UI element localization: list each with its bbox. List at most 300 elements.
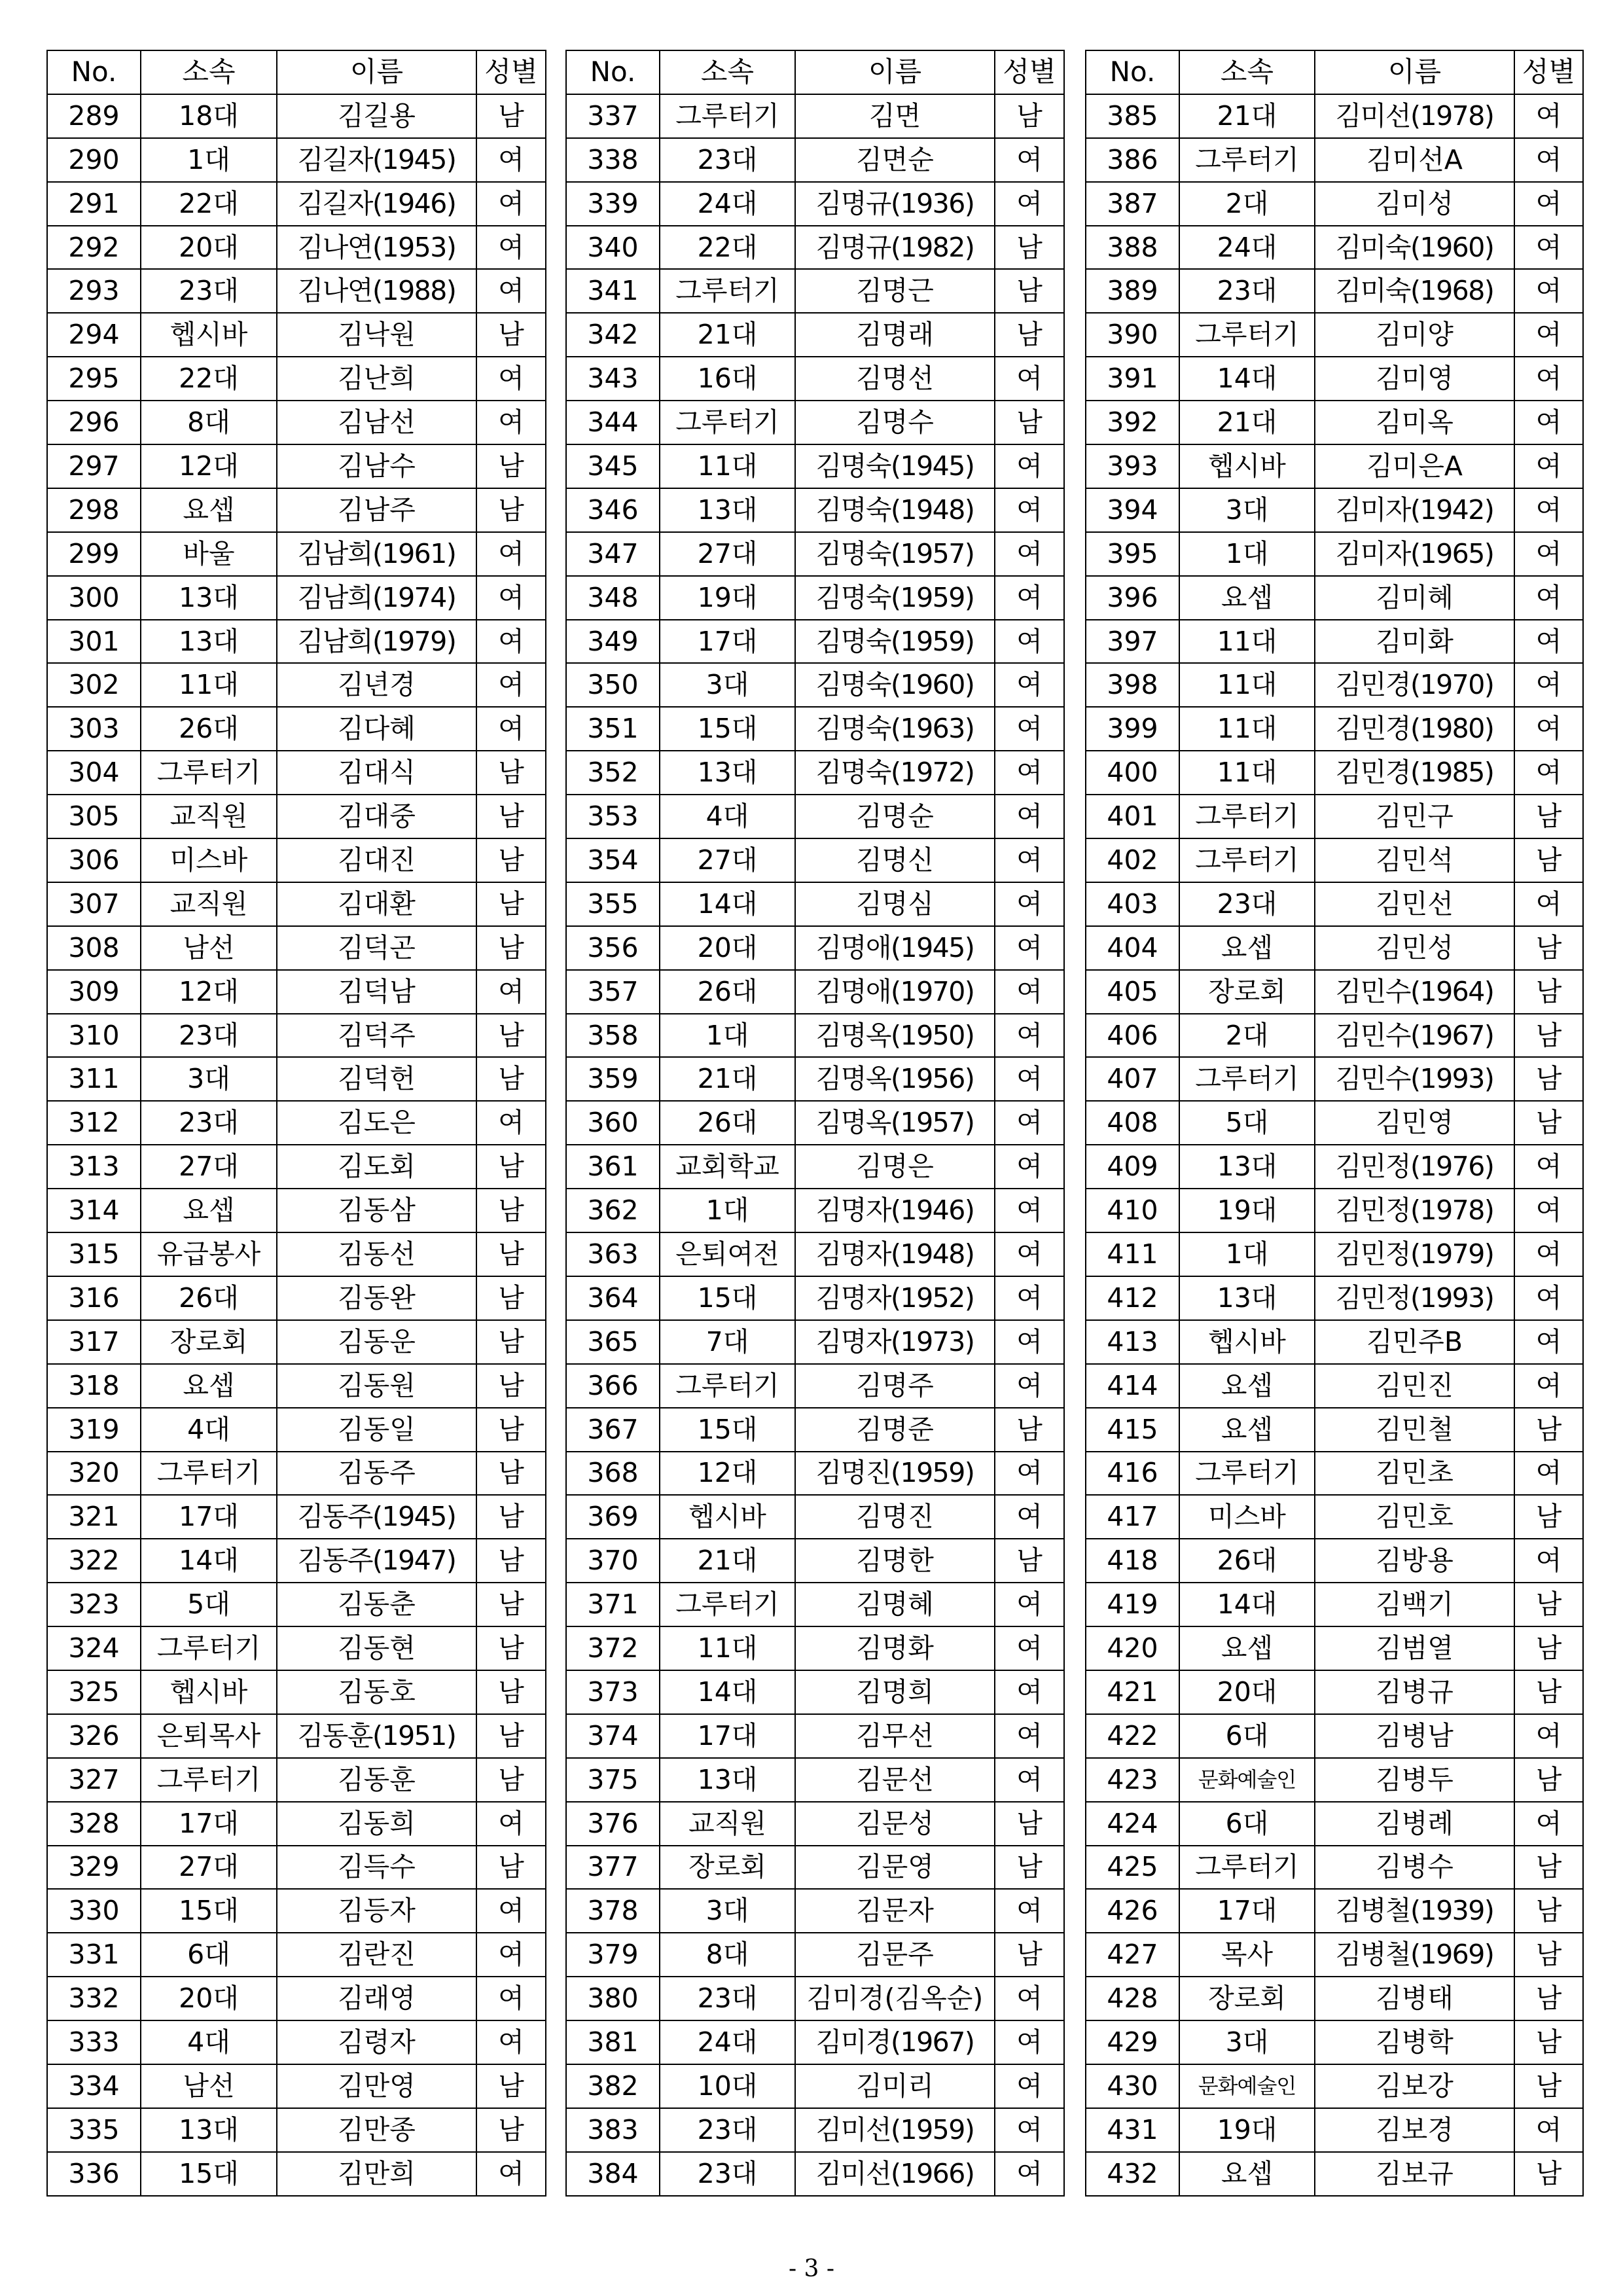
cell-name: 김란진 [277,1933,476,1977]
cell-no: 352 [566,751,660,795]
cell-gender: 여 [1514,182,1583,226]
cell-gender: 여 [1514,2108,1583,2152]
cell-name: 김명순 [795,795,995,838]
cell-name: 김병두 [1315,1758,1514,1802]
table-row [566,2064,1064,2108]
cell-affiliation: 헵시바 [660,1495,795,1539]
cell-affiliation: 요셉 [1179,1408,1315,1452]
cell-name: 김동선 [277,1232,476,1276]
cell-name: 김민석 [1315,838,1514,882]
cell-gender: 남 [476,1539,546,1583]
cell-gender: 여 [476,707,546,751]
table-row [566,576,1064,620]
cell-affiliation: 문화예술인 [1179,2064,1315,2108]
cell-affiliation: 3대 [660,663,795,707]
cell-affiliation: 19대 [660,576,795,620]
cell-affiliation: 23대 [660,2108,795,2152]
cell-gender: 남 [476,1846,546,1890]
cell-no: 312 [47,1101,141,1145]
cell-name: 김남희(1974) [277,576,476,620]
cell-no: 353 [566,795,660,838]
table-row [566,1057,1064,1101]
cell-gender: 남 [1514,1670,1583,1714]
cell-gender: 남 [1514,926,1583,970]
cell-name: 김령자 [277,2020,476,2064]
cell-no: 338 [566,138,660,182]
cell-affiliation: 목사 [1179,1933,1315,1977]
cell-name: 김대진 [277,838,476,882]
cell-gender: 여 [995,1276,1064,1320]
cell-gender: 남 [1514,1057,1583,1101]
cell-affiliation: 19대 [1179,2108,1315,2152]
table-row [1086,1977,1583,2020]
cell-gender: 여 [995,488,1064,532]
cell-affiliation: 1대 [1179,1232,1315,1276]
cell-name: 김동주(1945) [277,1495,476,1539]
cell-affiliation: 13대 [1179,1145,1315,1189]
header-no: No. [47,50,141,94]
cell-affiliation: 27대 [141,1846,277,1890]
cell-no: 308 [47,926,141,970]
cell-gender: 여 [476,1977,546,2020]
cell-name: 김도회 [277,1145,476,1189]
cell-no: 314 [47,1189,141,1232]
cell-name: 김병학 [1315,2020,1514,2064]
cell-affiliation: 10대 [660,2064,795,2108]
cell-no: 317 [47,1320,141,1364]
cell-affiliation: 4대 [660,795,795,838]
cell-gender: 여 [1514,751,1583,795]
cell-gender: 여 [995,838,1064,882]
cell-affiliation: 8대 [660,1933,795,1977]
cell-affiliation: 2대 [1179,1014,1315,1058]
cell-name: 김남수 [277,444,476,488]
cell-affiliation: 19대 [1179,1189,1315,1232]
table-row [47,1802,546,1846]
cell-name: 김병철(1969) [1315,1933,1514,1977]
table-row [1086,576,1583,620]
cell-name: 김민호 [1315,1495,1514,1539]
table-row [1086,1364,1583,1408]
cell-name: 김면순 [795,138,995,182]
cell-gender: 남 [995,1846,1064,1890]
cell-name: 김미선(1966) [795,2152,995,2196]
table-row [47,1626,546,1670]
cell-affiliation: 3대 [660,1889,795,1933]
cell-no: 361 [566,1145,660,1189]
cell-no: 341 [566,269,660,313]
cell-affiliation: 8대 [141,401,277,444]
cell-affiliation: 27대 [660,532,795,576]
cell-gender: 남 [476,1320,546,1364]
header-name: 이름 [1315,50,1514,94]
cell-gender: 남 [995,313,1064,357]
cell-gender: 여 [995,1714,1064,1758]
cell-name: 김만영 [277,2064,476,2108]
cell-name: 김명신 [795,838,995,882]
cell-affiliation: 그루터기 [660,1583,795,1626]
cell-no: 300 [47,576,141,620]
cell-no: 423 [1086,1758,1179,1802]
table-row [47,795,546,838]
cell-gender: 여 [476,970,546,1014]
cell-name: 김민초 [1315,1452,1514,1496]
cell-gender: 남 [1514,970,1583,1014]
table-row [1086,1320,1583,1364]
cell-gender: 여 [995,1889,1064,1933]
table-row [1086,444,1583,488]
header-affiliation: 소속 [660,50,795,94]
cell-gender: 남 [1514,2020,1583,2064]
cell-name: 김무선 [795,1714,995,1758]
table-row [566,1933,1064,1977]
cell-gender: 여 [995,1232,1064,1276]
cell-name: 김민철 [1315,1408,1514,1452]
cell-no: 403 [1086,882,1179,926]
table-row [566,1364,1064,1408]
cell-name: 김낙원 [277,313,476,357]
table-row [47,357,546,401]
table-row [1086,707,1583,751]
cell-gender: 여 [476,269,546,313]
cell-name: 김보경 [1315,2108,1514,2152]
cell-affiliation: 헵시바 [1179,444,1315,488]
cell-affiliation: 그루터기 [660,94,795,138]
table-row [47,1232,546,1276]
cell-gender: 여 [1514,401,1583,444]
cell-gender: 여 [476,182,546,226]
cell-gender: 여 [995,1320,1064,1364]
cell-affiliation: 17대 [141,1802,277,1846]
cell-affiliation: 14대 [1179,357,1315,401]
cell-no: 355 [566,882,660,926]
cell-affiliation: 12대 [141,970,277,1014]
cell-affiliation: 요셉 [1179,1364,1315,1408]
cell-gender: 여 [1514,269,1583,313]
cell-no: 325 [47,1670,141,1714]
cell-no: 381 [566,2020,660,2064]
table-row [566,795,1064,838]
cell-no: 333 [47,2020,141,2064]
cell-no: 425 [1086,1846,1179,1890]
cell-no: 309 [47,970,141,1014]
table-row [566,1758,1064,1802]
table-row [566,1495,1064,1539]
cell-name: 김병수 [1315,1846,1514,1890]
cell-name: 김민주B [1315,1320,1514,1364]
cell-gender: 여 [1514,882,1583,926]
cell-gender: 남 [476,1145,546,1189]
cell-name: 김민선 [1315,882,1514,926]
cell-gender: 남 [1514,2064,1583,2108]
cell-gender: 남 [1514,1495,1583,1539]
cell-no: 307 [47,882,141,926]
table-row [1086,1057,1583,1101]
cell-name: 김동현 [277,1626,476,1670]
cell-name: 김명숙(1972) [795,751,995,795]
cell-gender: 남 [995,1539,1064,1583]
cell-affiliation: 24대 [1179,226,1315,270]
table-row [566,926,1064,970]
cell-name: 김민정(1979) [1315,1232,1514,1276]
cell-name: 김나연(1953) [277,226,476,270]
table-row [47,751,546,795]
table-row [566,620,1064,664]
table-row [1086,1189,1583,1232]
table-row [1086,970,1583,1014]
cell-gender: 여 [1514,1802,1583,1846]
table-row [566,1714,1064,1758]
cell-name: 김명숙(1957) [795,532,995,576]
cell-name: 김명숙(1959) [795,620,995,664]
cell-affiliation: 5대 [141,1583,277,1626]
member-table-3 [1085,50,1584,2197]
cell-name: 김미양 [1315,313,1514,357]
cell-gender: 여 [476,1101,546,1145]
cell-name: 김도은 [277,1101,476,1145]
cell-name: 김다혜 [277,707,476,751]
cell-gender: 여 [1514,1714,1583,1758]
cell-affiliation: 23대 [1179,269,1315,313]
table-row [566,401,1064,444]
cell-gender: 여 [995,970,1064,1014]
table-row [566,1977,1064,2020]
cell-affiliation: 그루터기 [1179,795,1315,838]
cell-name: 김병철(1939) [1315,1889,1514,1933]
cell-name: 김병태 [1315,1977,1514,2020]
cell-affiliation: 미스바 [1179,1495,1315,1539]
cell-affiliation: 21대 [660,1057,795,1101]
cell-affiliation: 13대 [141,620,277,664]
cell-gender: 남 [476,488,546,532]
table-row [566,1452,1064,1496]
cell-no: 430 [1086,2064,1179,2108]
cell-affiliation: 요셉 [1179,2152,1315,2196]
cell-affiliation: 11대 [1179,751,1315,795]
cell-affiliation: 14대 [660,1670,795,1714]
table-row [566,1014,1064,1058]
cell-gender: 여 [476,2152,546,2196]
cell-affiliation: 1대 [141,138,277,182]
cell-gender: 여 [995,1626,1064,1670]
cell-name: 김미선(1959) [795,2108,995,2152]
cell-name: 김미화 [1315,620,1514,664]
cell-name: 김동훈 [277,1758,476,1802]
cell-gender: 남 [476,1452,546,1496]
table-row [566,2108,1064,2152]
cell-no: 330 [47,1889,141,1933]
cell-no: 342 [566,313,660,357]
cell-affiliation: 6대 [1179,1714,1315,1758]
cell-no: 289 [47,94,141,138]
cell-gender: 여 [1514,620,1583,664]
cell-no: 375 [566,1758,660,1802]
table-row [47,970,546,1014]
cell-affiliation: 장로회 [1179,1977,1315,2020]
cell-no: 383 [566,2108,660,2152]
header-affiliation: 소속 [141,50,277,94]
table-row [47,532,546,576]
cell-no: 344 [566,401,660,444]
cell-name: 김명자(1948) [795,1232,995,1276]
table-row [1086,1408,1583,1452]
cell-affiliation: 17대 [141,1495,277,1539]
table-row [1086,357,1583,401]
cell-no: 321 [47,1495,141,1539]
cell-no: 299 [47,532,141,576]
cell-gender: 남 [1514,1758,1583,1802]
cell-gender: 여 [1514,94,1583,138]
cell-affiliation: 15대 [141,1889,277,1933]
table-row [47,138,546,182]
cell-affiliation: 요셉 [1179,926,1315,970]
cell-gender: 남 [1514,1583,1583,1626]
cell-gender: 여 [476,1889,546,1933]
cell-no: 382 [566,2064,660,2108]
cell-name: 김동희 [277,1802,476,1846]
table-row [566,1189,1064,1232]
table-row [1086,1758,1583,1802]
table-row [47,2064,546,2108]
cell-affiliation: 22대 [141,182,277,226]
cell-no: 394 [1086,488,1179,532]
cell-gender: 남 [476,1495,546,1539]
cell-affiliation: 20대 [1179,1670,1315,1714]
cell-gender: 남 [995,1933,1064,1977]
table-row [566,1408,1064,1452]
table-row [47,707,546,751]
table-row [47,1889,546,1933]
table-row [47,1758,546,1802]
cell-gender: 남 [995,94,1064,138]
cell-name: 김년경 [277,663,476,707]
cell-affiliation: 14대 [1179,1583,1315,1626]
cell-affiliation: 17대 [660,620,795,664]
cell-affiliation: 교회학교 [660,1145,795,1189]
cell-name: 김명숙(1960) [795,663,995,707]
cell-affiliation: 그루터기 [1179,1057,1315,1101]
table-row [1086,838,1583,882]
header-affiliation: 소속 [1179,50,1315,94]
table-row [47,1846,546,1890]
cell-no: 399 [1086,707,1179,751]
cell-name: 김명심 [795,882,995,926]
table-row [566,488,1064,532]
cell-affiliation: 3대 [141,1057,277,1101]
cell-no: 419 [1086,1583,1179,1626]
cell-name: 김길자(1946) [277,182,476,226]
cell-no: 293 [47,269,141,313]
cell-name: 김미경(김옥순) [795,1977,995,2020]
cell-name: 김병남 [1315,1714,1514,1758]
cell-affiliation: 20대 [660,926,795,970]
cell-name: 김동운 [277,1320,476,1364]
cell-name: 김명희 [795,1670,995,1714]
cell-gender: 여 [1514,313,1583,357]
table-row [47,269,546,313]
cell-affiliation: 18대 [141,94,277,138]
cell-gender: 여 [1514,1276,1583,1320]
cell-no: 351 [566,707,660,751]
table-row [1086,1232,1583,1276]
cell-no: 424 [1086,1802,1179,1846]
cell-gender: 남 [476,926,546,970]
cell-affiliation: 그루터기 [1179,1452,1315,1496]
cell-name: 김명준 [795,1408,995,1452]
cell-no: 377 [566,1846,660,1890]
table-row [47,1670,546,1714]
cell-no: 348 [566,576,660,620]
cell-gender: 남 [476,1714,546,1758]
cell-gender: 여 [1514,357,1583,401]
cell-gender: 남 [1514,1889,1583,1933]
header-no: No. [566,50,660,94]
cell-affiliation: 은퇴여전 [660,1232,795,1276]
cell-name: 김면 [795,94,995,138]
cell-affiliation: 23대 [660,138,795,182]
table-row [1086,488,1583,532]
table-row [47,576,546,620]
cell-affiliation: 그루터기 [1179,838,1315,882]
header-name: 이름 [277,50,476,94]
cell-name: 김미혜 [1315,576,1514,620]
cell-no: 329 [47,1846,141,1890]
cell-no: 304 [47,751,141,795]
cell-no: 407 [1086,1057,1179,1101]
cell-no: 428 [1086,1977,1179,2020]
table-row [566,1101,1064,1145]
cell-name: 김명규(1936) [795,182,995,226]
cell-affiliation: 15대 [141,2152,277,2196]
cell-affiliation: 장로회 [1179,970,1315,1014]
cell-no: 378 [566,1889,660,1933]
cell-no: 297 [47,444,141,488]
cell-no: 326 [47,1714,141,1758]
header-gender: 성별 [995,50,1064,94]
cell-gender: 여 [1514,707,1583,751]
cell-gender: 남 [476,1014,546,1058]
table-row [47,313,546,357]
cell-gender: 여 [1514,1364,1583,1408]
cell-name: 김명진 [795,1495,995,1539]
cell-no: 395 [1086,532,1179,576]
cell-no: 367 [566,1408,660,1452]
cell-name: 김미경(1967) [795,2020,995,2064]
cell-name: 김미선A [1315,138,1514,182]
cell-name: 김동삼 [277,1189,476,1232]
cell-no: 415 [1086,1408,1179,1452]
cell-no: 392 [1086,401,1179,444]
table-row [566,1626,1064,1670]
cell-no: 384 [566,2152,660,2196]
table-row [1086,2152,1583,2196]
cell-affiliation: 20대 [141,226,277,270]
cell-gender: 여 [995,576,1064,620]
cell-affiliation: 바울 [141,532,277,576]
cell-name: 김동완 [277,1276,476,1320]
cell-name: 김명수 [795,401,995,444]
cell-no: 336 [47,2152,141,2196]
cell-name: 김동춘 [277,1583,476,1626]
cell-gender: 여 [476,576,546,620]
cell-gender: 남 [1514,1977,1583,2020]
cell-gender: 남 [1514,838,1583,882]
cell-no: 337 [566,94,660,138]
cell-affiliation: 16대 [660,357,795,401]
cell-gender: 남 [476,1670,546,1714]
cell-name: 김민수(1964) [1315,970,1514,1014]
table-row [47,1714,546,1758]
